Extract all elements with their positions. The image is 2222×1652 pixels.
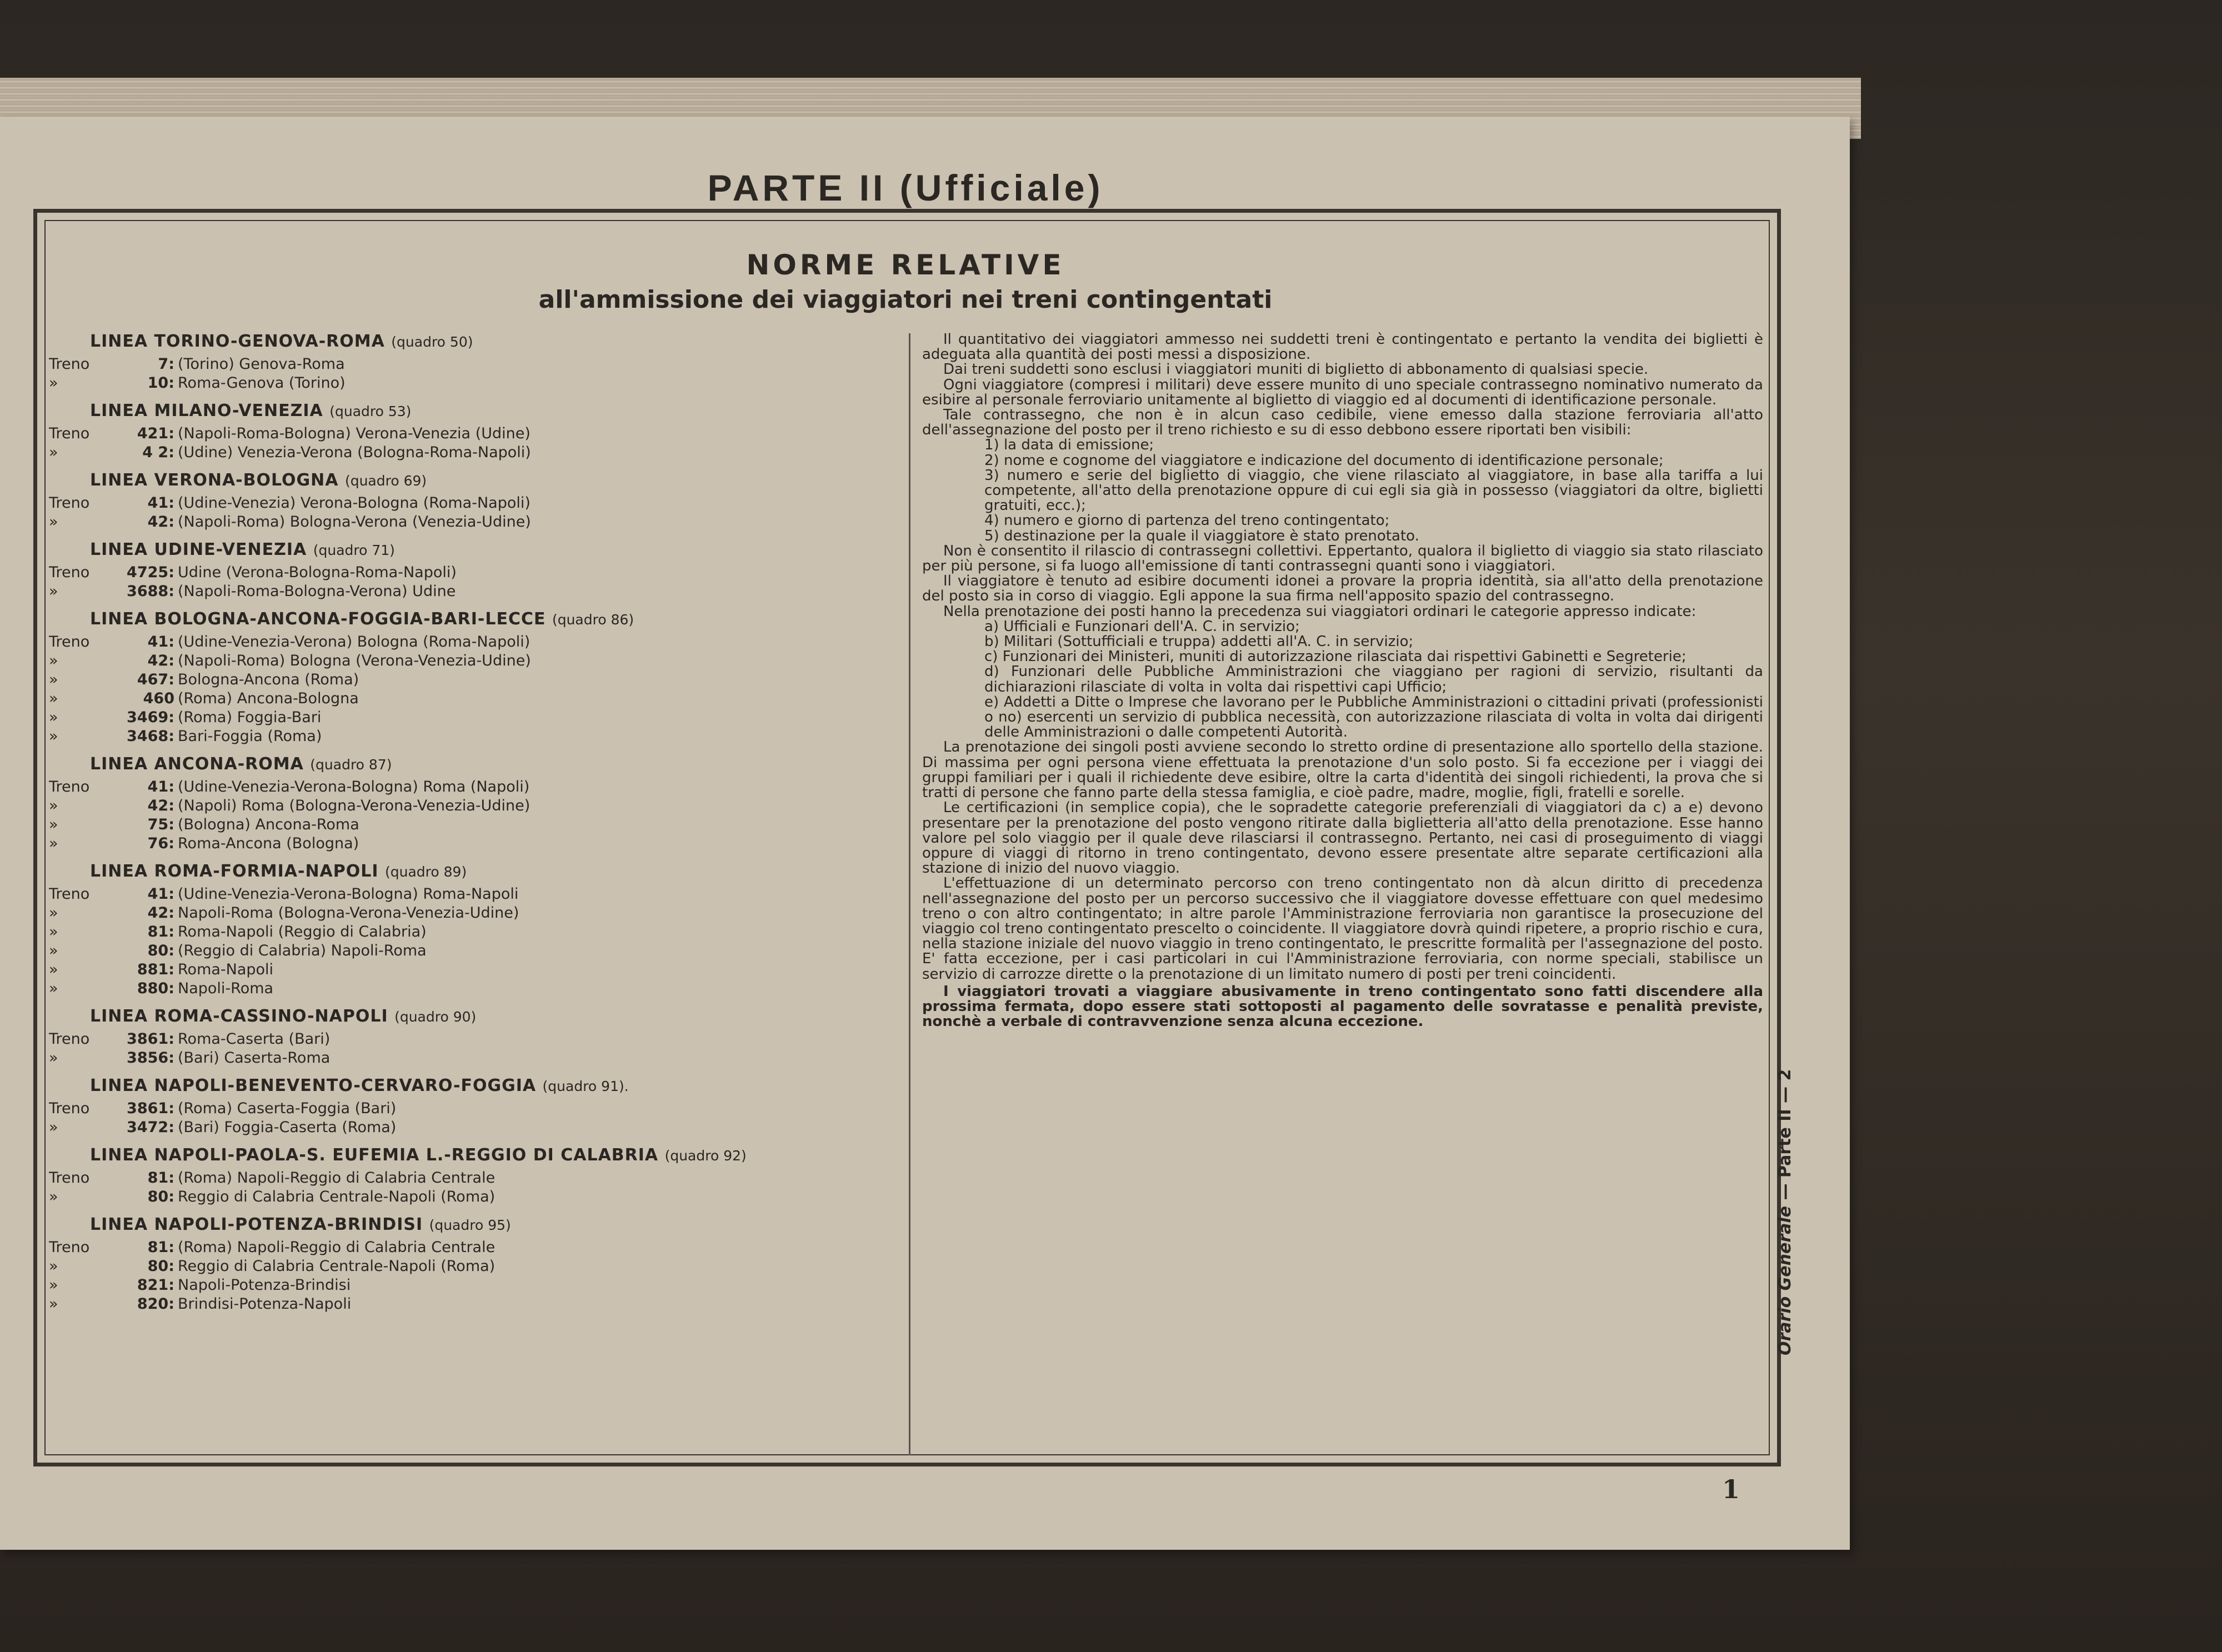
train-prefix: Treno xyxy=(49,1100,90,1117)
train-number: 80: xyxy=(147,1188,174,1205)
train-route: (Roma) Foggia-Bari xyxy=(178,709,322,726)
train-prefix: Treno xyxy=(49,564,90,581)
train-list xyxy=(49,355,893,393)
paragraph: Nella prenotazione dei posti hanno la precedenza sui viaggiatori ordinari le categorie appresso indicate: xyxy=(943,603,1696,620)
train-route: (Udine-Venezia-Verona-Bologna) Roma-Napoli xyxy=(178,885,519,903)
line-title xyxy=(90,1007,893,1027)
train-prefix: » xyxy=(49,728,58,745)
train-prefix: » xyxy=(49,1049,58,1067)
line-name: LINEA UDINE-VENEZIA xyxy=(90,540,307,559)
line-quadro: (quadro 89) xyxy=(385,864,467,880)
train-route: Roma-Genova (Torino) xyxy=(178,374,346,392)
side-running-label xyxy=(1775,1069,1795,1355)
train-number: 42: xyxy=(147,513,174,530)
line-title xyxy=(90,610,893,629)
train-prefix: » xyxy=(49,1188,58,1205)
train-entry xyxy=(113,1188,893,1207)
train-list xyxy=(49,1099,893,1137)
train-prefix: » xyxy=(49,797,58,814)
train-route: (Roma) Ancona-Bologna xyxy=(178,690,359,707)
train-entry xyxy=(113,355,893,374)
train-number: 3468: xyxy=(127,728,174,745)
train-entry xyxy=(113,1169,893,1188)
regulations-column xyxy=(922,332,1763,1460)
train-route: (Udine-Venezia) Verona-Bologna (Roma-Napoli) xyxy=(178,494,531,512)
train-line-block xyxy=(49,1146,893,1207)
train-route: (Napoli-Roma-Bologna) Verona-Venezia (Udine) xyxy=(178,425,531,442)
train-route: Roma-Caserta (Bari) xyxy=(178,1030,331,1048)
train-route: (Udine-Venezia-Verona-Bologna) Roma (Napoli) xyxy=(178,778,530,795)
train-prefix: » xyxy=(49,671,58,688)
paragraph: Non è consentito il rilascio di contrassegni collettivi. Eppertanto, qualora il biglietto di viaggio sia stato rilasciato per più persone, si fa luogo all'emissione di tanti contrassegni quanti sono i viaggiatori. xyxy=(922,542,1763,575)
train-prefix: » xyxy=(49,513,58,530)
side-label-part: — Parte II — 2 xyxy=(1775,1069,1795,1200)
line-quadro: (quadro 87) xyxy=(310,757,392,773)
line-quadro: (quadro 90) xyxy=(394,1009,477,1025)
train-prefix: » xyxy=(49,961,58,978)
train-entry xyxy=(113,885,893,904)
paragraph: Tale contrassegno, che non è in alcun caso cedibile, viene emesso dalla stazione ferroviaria all'atto dell'assegnazione del posto per il treno richiesto e su di esso debbono essere riportati ben visibili: xyxy=(922,407,1763,439)
train-route: Napoli-Roma (Bologna-Verona-Venezia-Udine) xyxy=(178,904,519,922)
train-prefix: » xyxy=(49,444,58,461)
train-route: Udine (Verona-Bologna-Roma-Napoli) xyxy=(178,564,457,581)
line-name: LINEA ANCONA-ROMA xyxy=(90,754,304,774)
train-number: 821: xyxy=(137,1276,174,1294)
category-item: b) Militari (Sottufficiali e truppa) addetti all'A. C. in servizio; xyxy=(984,633,1414,650)
train-entry xyxy=(113,689,893,708)
line-quadro: (quadro 95) xyxy=(429,1217,511,1233)
category-item: a) Ufficiali e Funzionari dell'A. C. in servizio; xyxy=(984,618,1300,635)
train-line-block xyxy=(49,755,893,853)
line-quadro: (quadro 86) xyxy=(552,612,634,628)
line-quadro: (quadro 91). xyxy=(542,1078,629,1094)
line-title xyxy=(90,1077,893,1096)
list-item: 1) la data di emissione; xyxy=(984,437,1154,454)
train-entry xyxy=(113,1257,893,1276)
page-number: 1 xyxy=(1722,1474,1740,1504)
train-route: (Napoli-Roma) Bologna (Verona-Venezia-Udine) xyxy=(178,652,531,669)
train-entry xyxy=(113,1295,893,1314)
line-title xyxy=(90,755,893,774)
line-name: LINEA NAPOLI-PAOLA-S. EUFEMIA L.-REGGIO DI CALABRIA xyxy=(90,1145,659,1165)
column-divider xyxy=(909,333,910,1455)
train-entry xyxy=(113,494,893,513)
train-entry xyxy=(113,708,893,727)
train-prefix: Treno xyxy=(49,1239,90,1256)
train-route: (Udine-Venezia-Verona) Bologna (Roma-Napoli) xyxy=(178,633,531,650)
line-quadro: (quadro 53) xyxy=(329,403,412,419)
train-prefix: » xyxy=(49,690,58,707)
line-name: LINEA ROMA-CASSINO-NAPOLI xyxy=(90,1007,388,1026)
train-entry xyxy=(113,670,893,689)
train-number: 3688: xyxy=(127,583,174,600)
paragraph: Ogni viaggiatore (compresi i militari) deve essere munito di uno speciale contrassegno nominativo numerato da esibire al personale ferroviario unitamente al biglietto di viaggio ed al documenti di identificazione personale. xyxy=(922,376,1763,408)
train-prefix: Treno xyxy=(49,356,90,373)
paragraph: Il viaggiatore è tenuto ad esibire documenti idonei a provare la propria identità, sia all'atto della prenotazione del posto sia in corso di viaggio. Egli appone la sua firma nell'apposito spazio del contrassegno. xyxy=(922,573,1763,605)
train-lines-column xyxy=(49,332,893,1460)
train-prefix: » xyxy=(49,980,58,997)
train-entry xyxy=(113,1118,893,1137)
train-prefix: » xyxy=(49,709,58,726)
train-number: 75: xyxy=(147,816,174,833)
train-number: 3472: xyxy=(127,1119,174,1136)
list-item: 4) numero e giorno di partenza del treno contingentato; xyxy=(984,512,1390,529)
line-title xyxy=(90,471,893,490)
train-prefix: » xyxy=(49,1119,58,1136)
train-entry xyxy=(113,1276,893,1295)
train-list xyxy=(49,424,893,462)
line-name: LINEA MILANO-VENEZIA xyxy=(90,401,323,420)
train-number: 820: xyxy=(137,1295,174,1313)
train-line-block xyxy=(49,1077,893,1137)
train-prefix: Treno xyxy=(49,885,90,903)
train-entry xyxy=(113,727,893,746)
train-line-block xyxy=(49,1007,893,1068)
train-route: Roma-Napoli xyxy=(178,961,274,978)
train-entry xyxy=(113,979,893,998)
train-entry xyxy=(113,1049,893,1068)
train-prefix: Treno xyxy=(49,1169,90,1187)
train-route: (Udine) Venezia-Verona (Bologna-Roma-Napoli) xyxy=(178,444,531,461)
train-list xyxy=(49,778,893,853)
final-notice: I viaggiatori trovati a viaggiare abusivamente in treno contingentato sono fatti discendere alla prossima fermata, dopo essere stati sottoposti al pagamento delle sovratasse e penalità previste, nonchè a verbale di contravvenzione senza alcuna eccezione. xyxy=(922,983,1763,1030)
train-entry xyxy=(113,834,893,853)
paragraph: Le certificazioni (in semplice copia), che le sopradette categorie preferenziali di viaggiatori da c) a e) devono presentare per la prenotazione del posto vengono ritirate dalla biglietteria all'atto della prenotazione. Esse hanno valore pel solo viaggio per il quale deve rilasciarsi il contrassegno. Pertanto, nei casi di proseguimento di viaggi oppure di viaggi di ritorno in treno contingentato, devono essere presentate altre separate certificazioni alla stazione di inizio del nuovo viaggio. xyxy=(922,799,1763,877)
train-entry xyxy=(113,815,893,834)
train-entry xyxy=(113,1238,893,1257)
train-entry xyxy=(113,923,893,942)
train-number: 81: xyxy=(147,923,174,940)
train-number: 421: xyxy=(137,425,174,442)
train-prefix: Treno xyxy=(49,633,90,650)
train-number: 41: xyxy=(147,778,174,795)
train-number: 76: xyxy=(147,835,174,852)
line-title xyxy=(90,540,893,560)
train-prefix: » xyxy=(49,1295,58,1313)
train-route: Reggio di Calabria Centrale-Napoli (Roma) xyxy=(178,1188,496,1205)
train-route: (Roma) Napoli-Reggio di Calabria Centrale xyxy=(178,1239,496,1256)
train-line-block xyxy=(49,402,893,462)
train-number: 41: xyxy=(147,885,174,903)
train-route: Bologna-Ancona (Roma) xyxy=(178,671,359,688)
train-number: 80: xyxy=(147,942,174,959)
train-number: 881: xyxy=(137,961,174,978)
paragraph: Il quantitativo dei viaggiatori ammesso nei suddetti treni è contingentato e pertanto la vendita dei biglietti è adeguata alla quantità dei posti messi a disposizione. xyxy=(922,332,1763,363)
train-prefix: » xyxy=(49,923,58,940)
train-prefix: » xyxy=(49,816,58,833)
train-number: 80: xyxy=(147,1258,174,1275)
train-list xyxy=(49,1169,893,1207)
train-prefix: » xyxy=(49,942,58,959)
train-prefix: Treno xyxy=(49,1030,90,1048)
train-route: (Roma) Caserta-Foggia (Bari) xyxy=(178,1100,397,1117)
line-name: LINEA NAPOLI-POTENZA-BRINDISI xyxy=(90,1215,423,1234)
train-prefix: » xyxy=(49,1276,58,1294)
train-entry xyxy=(113,1099,893,1118)
train-prefix: » xyxy=(49,835,58,852)
train-route: Roma-Ancona (Bologna) xyxy=(178,835,359,852)
train-entry xyxy=(113,904,893,923)
train-number: 42: xyxy=(147,652,174,669)
train-number: 4 2: xyxy=(142,444,174,461)
train-route: (Napoli-Roma) Bologna-Verona (Venezia-Udine) xyxy=(178,513,531,530)
line-name: LINEA BOLOGNA-ANCONA-FOGGIA-BARI-LECCE xyxy=(90,609,546,629)
document-title: NORME RELATIVE xyxy=(746,249,1065,281)
train-entry xyxy=(113,960,893,979)
line-name: LINEA TORINO-GENOVA-ROMA xyxy=(90,332,385,351)
train-number: 41: xyxy=(147,633,174,650)
train-prefix: » xyxy=(49,374,58,392)
train-list xyxy=(49,563,893,601)
train-list xyxy=(49,885,893,998)
train-route: Napoli-Roma xyxy=(178,980,274,997)
side-label-title: Orario Generale xyxy=(1775,1205,1795,1355)
line-title xyxy=(90,1146,893,1165)
paragraph: La prenotazione dei singoli posti avviene secondo lo stretto ordine di presentazione allo sportello della stazione. Di massima per ogni persona viene effettuata la prenotazione d'un solo posto. Si fa eccezione per i viaggi dei gruppi familiari per i quali il richiedente deve esibire, oltre la carta d'identità dei singoli richiedenti, la prova che si tratti di persone che fanno parte della stessa famiglia, e cioè padre, madre, moglie, figli, fratelli e sorelle. xyxy=(922,739,1763,802)
train-number: 3861: xyxy=(127,1030,174,1048)
train-entry xyxy=(113,582,893,601)
train-route: (Reggio di Calabria) Napoli-Roma xyxy=(178,942,427,959)
train-list xyxy=(49,633,893,746)
train-entry xyxy=(113,424,893,443)
line-name: LINEA VERONA-BOLOGNA xyxy=(90,470,339,490)
line-title xyxy=(90,1215,893,1235)
train-prefix: » xyxy=(49,652,58,669)
train-line-block xyxy=(49,1215,893,1314)
line-title xyxy=(90,862,893,882)
page-header: PARTE II (Ufficiale) xyxy=(707,167,1104,208)
train-prefix: » xyxy=(49,904,58,922)
train-number: 460 xyxy=(143,690,174,707)
train-entry xyxy=(113,633,893,652)
line-title xyxy=(90,332,893,352)
line-quadro: (quadro 50) xyxy=(391,334,473,350)
train-prefix: Treno xyxy=(49,778,90,795)
train-number: 3469: xyxy=(127,709,174,726)
train-list xyxy=(49,1238,893,1314)
train-route: (Bologna) Ancona-Roma xyxy=(178,816,359,833)
category-item: e) Addetti a Ditte o Imprese che lavorano per le Pubbliche Amministrazioni o cittadini privati (professionisti o no) esercenti un servizio di pubblica necessità, con autorizzazione rilasciata di volta in volta dai dirigenti delle Amministrazioni o dalle competenti Autorità. xyxy=(984,693,1763,741)
train-entry xyxy=(113,942,893,960)
train-prefix: Treno xyxy=(49,425,90,442)
train-route: (Bari) Foggia-Caserta (Roma) xyxy=(178,1119,397,1136)
train-prefix: » xyxy=(49,1258,58,1275)
category-item: d) Funzionari delle Pubbliche Amministrazioni che viaggiano per ragioni di servizio, risultanti da dichiarazioni rilasciate di volta in volta dai rispettivi capi Ufficio; xyxy=(984,663,1763,695)
train-line-block xyxy=(49,610,893,746)
train-number: 41: xyxy=(147,494,174,512)
train-route: Bari-Foggia (Roma) xyxy=(178,728,322,745)
train-route: Brindisi-Potenza-Napoli xyxy=(178,1295,352,1313)
train-number: 42: xyxy=(147,904,174,922)
train-number: 7: xyxy=(158,356,174,373)
train-route: (Bari) Caserta-Roma xyxy=(178,1049,331,1067)
train-prefix: » xyxy=(49,583,58,600)
paragraph: Dai treni suddetti sono esclusi i viaggiatori muniti di biglietto di abbonamento di qualsiasi specie. xyxy=(943,361,1649,378)
train-number: 10: xyxy=(147,374,174,392)
train-entry xyxy=(113,652,893,670)
train-route: (Torino) Genova-Roma xyxy=(178,356,345,373)
paragraph: L'effettuazione di un determinato percorso con treno contingentato non dà alcun diritto di precedenza nell'assegnazione del posto per un percorso successivo che il viaggiatore dovesse effettuare con quel medesimo treno o con altro contingentato; in altre parole l'Amministrazione ferroviaria non garantisce la prosecuzione del viaggio col treno contingentato prescelto o coincidente. Il viaggiatore dovrà quindi ripetere, a proprio rischio e cura, nella stazione iniziale del nuovo viaggio in treno contingentato, le prescritte formalità per l'assegnazione del posto. E' fatta eccezione, per i casi particolari in cui l'Amministrazione ferroviaria, con norme speciali, stabilisce un servizio di carrozze dirette o la prenotazione di un limitato numero di posti per treni coincidenti. xyxy=(922,875,1763,983)
train-number: 4725: xyxy=(127,564,174,581)
train-list xyxy=(49,494,893,532)
list-item: 2) nome e cognome del viaggiatore e indicazione del documento di identificazione personale; xyxy=(984,452,1664,469)
train-number: 880: xyxy=(137,980,174,997)
train-entry xyxy=(113,443,893,462)
train-number: 81: xyxy=(147,1169,174,1187)
train-route: (Napoli) Roma (Bologna-Verona-Venezia-Udine) xyxy=(178,797,531,814)
train-number: 467: xyxy=(137,671,174,688)
train-line-block xyxy=(49,332,893,393)
train-number: 42: xyxy=(147,797,174,814)
line-quadro: (quadro 92) xyxy=(664,1148,747,1164)
train-route: Napoli-Potenza-Brindisi xyxy=(178,1276,351,1294)
line-title xyxy=(90,402,893,421)
train-route: Roma-Napoli (Reggio di Calabria) xyxy=(178,923,427,940)
train-entry xyxy=(113,563,893,582)
line-name: LINEA NAPOLI-BENEVENTO-CERVARO-FOGGIA xyxy=(90,1076,537,1095)
train-line-block xyxy=(49,471,893,532)
train-entry xyxy=(113,797,893,815)
train-line-block xyxy=(49,540,893,601)
train-entry xyxy=(113,1030,893,1049)
train-list xyxy=(49,1030,893,1068)
category-item: c) Funzionari dei Ministeri, muniti di autorizzazione rilasciata dai rispettivi Gabinetti e Segreterie; xyxy=(984,648,1686,665)
train-route: (Roma) Napoli-Reggio di Calabria Centrale xyxy=(178,1169,496,1187)
train-number: 81: xyxy=(147,1239,174,1256)
list-item: 3) numero e serie del biglietto di viaggio, che viene rilasciato al viaggiatore, in base alla tariffa a lui competente, all'atto della prenotazione oppure di cui egli sia già in possesso (viaggiatori da oltre, biglietti gratuiti, ecc.); xyxy=(984,467,1763,514)
train-entry xyxy=(113,778,893,797)
train-entry xyxy=(113,513,893,532)
train-route: Reggio di Calabria Centrale-Napoli (Roma) xyxy=(178,1258,496,1275)
train-number: 3861: xyxy=(127,1100,174,1117)
list-item: 5) destinazione per la quale il viaggiatore è stato prenotato. xyxy=(984,527,1419,544)
line-quadro: (quadro 71) xyxy=(313,542,395,558)
train-line-block xyxy=(49,862,893,998)
document-subtitle: all'ammissione dei viaggiatori nei treni contingentati xyxy=(538,286,1273,314)
train-route: (Napoli-Roma-Bologna-Verona) Udine xyxy=(178,583,456,600)
train-entry xyxy=(113,374,893,393)
line-name: LINEA ROMA-FORMIA-NAPOLI xyxy=(90,862,379,881)
line-quadro: (quadro 69) xyxy=(344,473,427,489)
train-prefix: Treno xyxy=(49,494,90,512)
train-number: 3856: xyxy=(127,1049,174,1067)
